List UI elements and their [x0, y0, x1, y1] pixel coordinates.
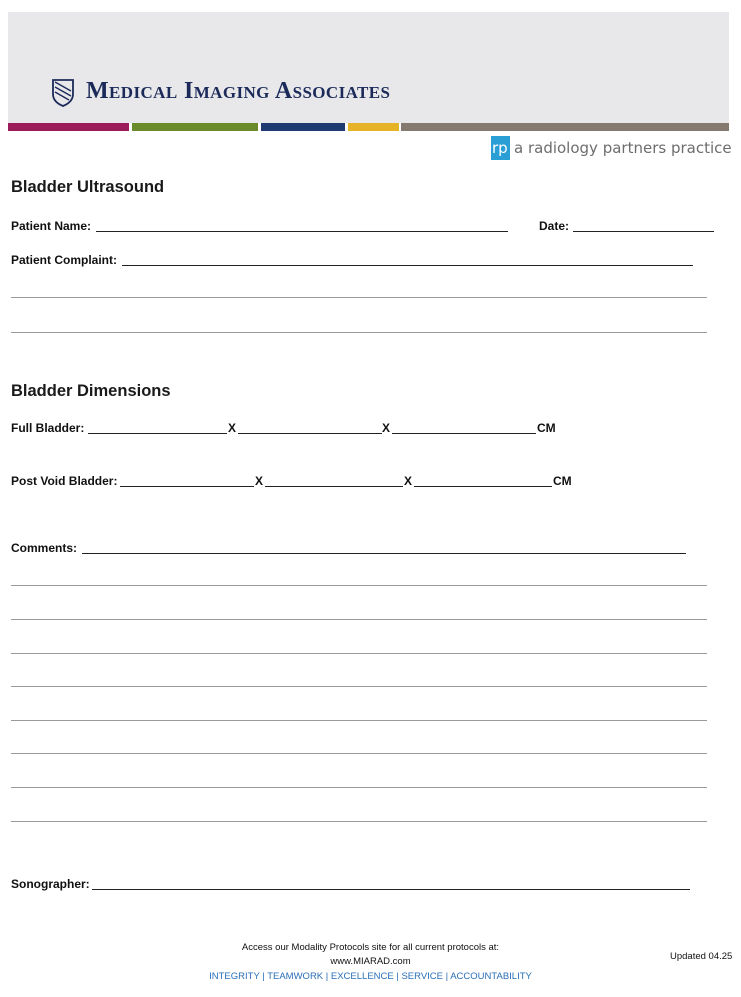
- shield-logo-icon: [52, 79, 74, 107]
- patient-name-field[interactable]: [96, 231, 508, 232]
- post-void-x-2: X: [404, 474, 413, 488]
- dimensions-title: Bladder Dimensions: [11, 382, 171, 400]
- full-bladder-dim-1[interactable]: [88, 433, 227, 434]
- full-bladder-label: Full Bladder:: [11, 421, 85, 435]
- post-void-dim-3[interactable]: [414, 486, 552, 487]
- stripe-green: [132, 123, 258, 131]
- comments-label: Comments:: [11, 541, 78, 555]
- comments-line-2[interactable]: [11, 585, 707, 586]
- patient-name-label: Patient Name:: [11, 219, 92, 233]
- footer-protocols-text: Access our Modality Protocols site for all current protocols at:: [241, 942, 500, 953]
- patient-complaint-field[interactable]: [122, 265, 693, 266]
- stripe-magenta: [8, 123, 129, 131]
- svg-text:rp: rp: [492, 139, 508, 157]
- full-bladder-x-1: X: [228, 421, 237, 435]
- patient-complaint-label: Patient Complaint:: [11, 253, 118, 267]
- post-void-unit: CM: [553, 474, 572, 488]
- full-bladder-dim-2[interactable]: [238, 433, 382, 434]
- comments-field[interactable]: [82, 553, 686, 554]
- footer-website-link[interactable]: www.MIARAD.com: [330, 956, 411, 967]
- complaint-line-3[interactable]: [11, 332, 707, 333]
- updated-date: Updated 04.25: [670, 951, 733, 962]
- tagline: a radiology partners practice: [514, 139, 732, 157]
- full-bladder-x-2: X: [382, 421, 391, 435]
- footer-values: INTEGRITY | TEAMWORK | EXCELLENCE | SERVICE | ACCOUNTABILITY: [209, 971, 532, 982]
- post-void-x-1: X: [255, 474, 264, 488]
- comments-line-8[interactable]: [11, 787, 707, 788]
- full-bladder-dim-3[interactable]: [392, 433, 536, 434]
- date-field[interactable]: [573, 231, 714, 232]
- post-void-dim-2[interactable]: [265, 486, 403, 487]
- brand-name: Medical Imaging Associates: [86, 78, 391, 104]
- complaint-line-2[interactable]: [11, 297, 707, 298]
- stripe-navy: [261, 123, 345, 131]
- date-label: Date:: [539, 219, 570, 233]
- comments-line-5[interactable]: [11, 686, 707, 687]
- form-title: Bladder Ultrasound: [11, 178, 165, 196]
- comments-line-4[interactable]: [11, 653, 707, 654]
- comments-line-6[interactable]: [11, 720, 707, 721]
- comments-line-7[interactable]: [11, 753, 707, 754]
- post-void-label: Post Void Bladder:: [11, 474, 118, 488]
- sonographer-label: Sonographer:: [11, 877, 90, 891]
- full-bladder-unit: CM: [537, 421, 556, 435]
- sonographer-field[interactable]: [92, 889, 690, 890]
- comments-line-9[interactable]: [11, 821, 707, 822]
- stripe-taupe: [401, 123, 729, 131]
- post-void-dim-1[interactable]: [120, 486, 254, 487]
- stripe-yellow: [348, 123, 399, 131]
- comments-line-3[interactable]: [11, 619, 707, 620]
- rp-badge-icon: [491, 136, 510, 160]
- header-band: [8, 12, 729, 123]
